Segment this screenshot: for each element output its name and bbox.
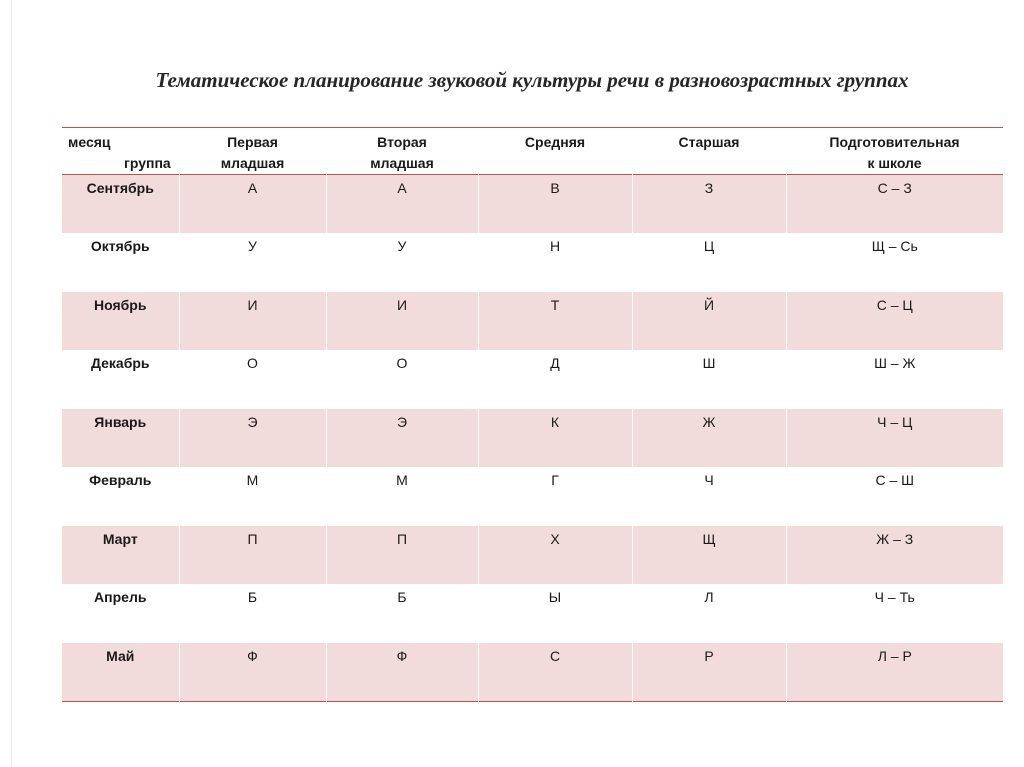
sound-cell: Л <box>632 584 786 643</box>
page-title: Тематическое планирование звуковой культуры речи в разновозрастных группах <box>155 68 909 92</box>
header-line-1: Первая <box>227 134 278 150</box>
sound-cell: С – З <box>786 175 1003 234</box>
sound-cell: С – Ц <box>786 292 1003 351</box>
month-cell: Февраль <box>89 472 152 488</box>
sound-cell: Ш <box>632 350 786 409</box>
sound-cell: В <box>478 175 632 234</box>
table-row <box>62 175 1003 234</box>
month-cell: Январь <box>62 409 179 468</box>
sound-cell: Х <box>478 526 632 585</box>
table-row <box>62 643 1003 702</box>
sound-cell: Щ <box>632 526 786 585</box>
sound-cell: Ф <box>326 643 478 702</box>
sound-cell: О <box>179 350 326 409</box>
header-senior <box>632 128 786 175</box>
table-row <box>62 526 1003 585</box>
sound-cell: Ы <box>478 584 632 643</box>
sound-cell: Б <box>179 584 326 643</box>
month-cell: Март <box>62 526 179 585</box>
sound-cell: Ф <box>179 643 326 702</box>
header-middle <box>478 128 632 175</box>
header-month-label: месяц <box>68 134 111 150</box>
table-row <box>62 292 1003 351</box>
table-row <box>62 584 1003 643</box>
header-group-label: группа <box>124 155 171 171</box>
sound-cell: Ч – Ть <box>786 584 1003 643</box>
sound-cell: И <box>179 292 326 351</box>
header-line-1: Средняя <box>524 134 586 150</box>
sound-cell: Э <box>179 409 326 468</box>
slide-edge-divider <box>11 0 12 767</box>
table-row <box>62 409 1003 468</box>
sound-cell: П <box>326 526 478 585</box>
sound-cell: П <box>179 526 326 585</box>
sound-cell: Н <box>478 233 632 292</box>
month-cell: Апрель <box>94 589 147 605</box>
header-line-1: Старшая <box>678 134 740 150</box>
sound-cell: М <box>179 467 326 526</box>
sound-cell: Ч – Ц <box>786 409 1003 468</box>
sound-cell: Д <box>478 350 632 409</box>
sound-cell: Й <box>632 292 786 351</box>
header-second-junior <box>326 128 478 175</box>
sound-cell: Г <box>478 467 632 526</box>
month-cell: Декабрь <box>90 355 150 371</box>
sound-cell: О <box>326 350 478 409</box>
header-corner-cell <box>62 128 179 175</box>
table-row <box>62 467 1003 526</box>
table-row <box>62 350 1003 409</box>
header-line-2: младшая <box>370 155 434 171</box>
sound-cell: Ш – Ж <box>786 350 1003 409</box>
sound-cell: Б <box>326 584 478 643</box>
month-cell: Октябрь <box>90 238 150 254</box>
sound-cell: Т <box>478 292 632 351</box>
header-line-2: младшая <box>220 155 285 171</box>
sound-cell: К <box>478 409 632 468</box>
sound-cell: Ц <box>632 233 786 292</box>
header-first-junior <box>179 128 326 175</box>
header-line-1: Вторая <box>377 134 427 150</box>
sound-cell: Э <box>326 409 478 468</box>
sound-cell: У <box>179 233 326 292</box>
sound-cell: С <box>478 643 632 702</box>
header-line-1: Подготовительная <box>829 134 960 150</box>
sound-cell: Л – Р <box>786 643 1003 702</box>
table-row <box>62 233 1003 292</box>
sound-cell: Ч <box>632 467 786 526</box>
sound-cell: И <box>326 292 478 351</box>
sound-cell: Щ – Сь <box>786 233 1003 292</box>
sound-cell: А <box>179 175 326 234</box>
sound-cell: Р <box>632 643 786 702</box>
sound-cell: Ж <box>632 409 786 468</box>
month-cell: Сентябрь <box>62 175 179 234</box>
header-preparatory <box>786 128 1003 175</box>
sound-cell: Ж – З <box>786 526 1003 585</box>
month-cell: Ноябрь <box>62 292 179 351</box>
sound-cell: З <box>632 175 786 234</box>
header-line-2: к школе <box>867 155 922 171</box>
sound-cell: У <box>326 233 478 292</box>
table-header-row <box>62 128 1003 175</box>
month-cell: Май <box>62 643 179 702</box>
sound-cell: А <box>326 175 478 234</box>
sound-cell: С – Ш <box>786 467 1003 526</box>
sound-cell: М <box>326 467 478 526</box>
sound-culture-plan-table <box>62 127 1003 702</box>
